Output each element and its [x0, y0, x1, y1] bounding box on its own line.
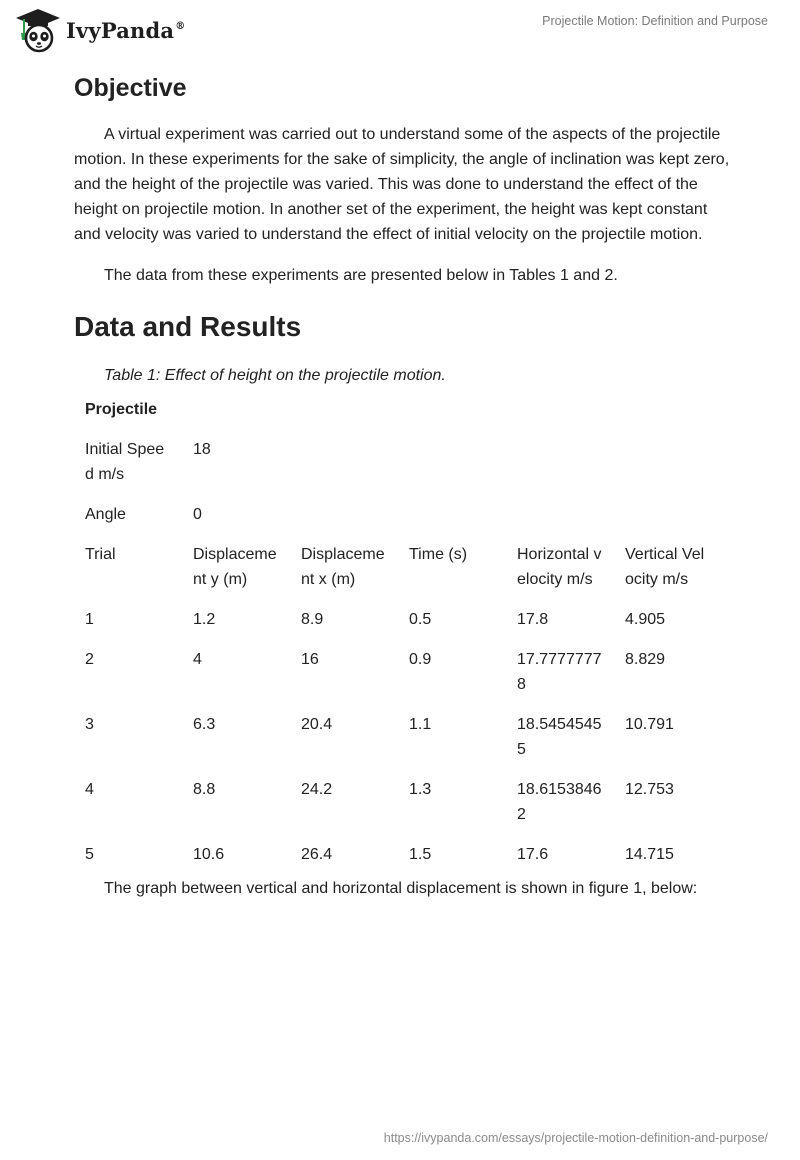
table-angle-row [74, 495, 724, 535]
table-cell: 14.715 [625, 846, 674, 863]
table-row [74, 835, 724, 875]
table-cell: 18.54545455 [517, 716, 602, 758]
table-cell: 0.9 [409, 651, 432, 668]
logo-wordmark: IvyPanda® [66, 17, 186, 43]
table-caption: Table 1: Effect of height on the projectile motion. [104, 367, 446, 384]
table-cell: 1.1 [409, 716, 432, 733]
speed-value: 18 [193, 441, 211, 458]
source-url-link[interactable]: https://ivypanda.com/essays/projectile-motion-definition-and-purpose/ [383, 1131, 768, 1145]
table-cell: 10.6 [193, 846, 225, 863]
table-row [74, 770, 724, 835]
ivypanda-logo[interactable] [14, 7, 185, 53]
table-cell: 4 [193, 651, 202, 668]
running-title: Projectile Motion: Definition and Purpose [542, 14, 768, 28]
table-cell: 17.77777778 [517, 651, 602, 693]
angle-value: 0 [193, 506, 202, 523]
figure-intro: The graph between vertical and horizontal displacement is shown in figure 1, below: [104, 880, 698, 897]
table-row [74, 705, 724, 770]
table-cell: 1.2 [193, 611, 216, 628]
table-cell: 20.4 [301, 716, 333, 733]
table-cell: 8.829 [625, 651, 666, 668]
table-row [74, 600, 724, 640]
table-cell: 8.8 [193, 781, 216, 798]
table-cell: 1 [85, 611, 94, 628]
table-cell: 17.8 [517, 611, 549, 628]
column-header: Displacement x (m) [301, 546, 385, 588]
table-cell: 2 [85, 651, 94, 668]
angle-label: Angle [85, 506, 126, 523]
table-cell: 1.3 [409, 781, 432, 798]
column-header: Vertical Velocity m/s [625, 546, 705, 588]
table-title-row [74, 390, 724, 430]
column-header: Trial [85, 546, 116, 563]
table-cell: 3 [85, 716, 94, 733]
column-header: Displacement y (m) [193, 546, 277, 588]
table-cell: 5 [85, 846, 94, 863]
document-body [74, 70, 734, 901]
table-cell: 6.3 [193, 716, 216, 733]
table-cell: 4.905 [625, 611, 666, 628]
results-heading: Data and Results [74, 311, 302, 342]
page-header [0, 0, 800, 60]
table-cell: 26.4 [301, 846, 333, 863]
table-row [74, 640, 724, 705]
registered-mark: ® [175, 20, 186, 32]
table-header-row [74, 535, 724, 600]
table-cell: 1.5 [409, 846, 432, 863]
data-table [74, 390, 724, 875]
objective-heading: Objective [74, 74, 187, 102]
table-cell: 0.5 [409, 611, 432, 628]
table-cell: 18.61538462 [517, 781, 602, 823]
table-cell: 4 [85, 781, 94, 798]
column-header: Time (s) [409, 546, 468, 563]
table-cell: 17.6 [517, 846, 549, 863]
table-cell: 16 [301, 651, 319, 668]
objective-summary: The data from these experiments are presented below in Tables 1 and 2. [104, 267, 618, 284]
column-header: Horizontal velocity m/s [517, 546, 602, 588]
table-cell: 12.753 [625, 781, 674, 798]
speed-label: Initial Speed m/s [85, 441, 165, 483]
table-cell: 24.2 [301, 781, 333, 798]
panda-graduate-icon [14, 7, 62, 53]
table-title: Projectile [85, 401, 158, 418]
objective-paragraph: A virtual experiment was carried out to understand some of the aspects of the projectile motion. In these experiments for the sake of simplicity, the angle of inclination was kept zero, and the height of the projectile was varied. This was done to understand the effect of the height on projectile motion. In another set of the experiment, the height was kept constant and velocity was varied to understand the effect of initial velocity on the projectile motion. [74, 126, 730, 243]
table-speed-row [74, 430, 724, 495]
table-cell: 10.791 [625, 716, 674, 733]
table-cell: 8.9 [301, 611, 324, 628]
